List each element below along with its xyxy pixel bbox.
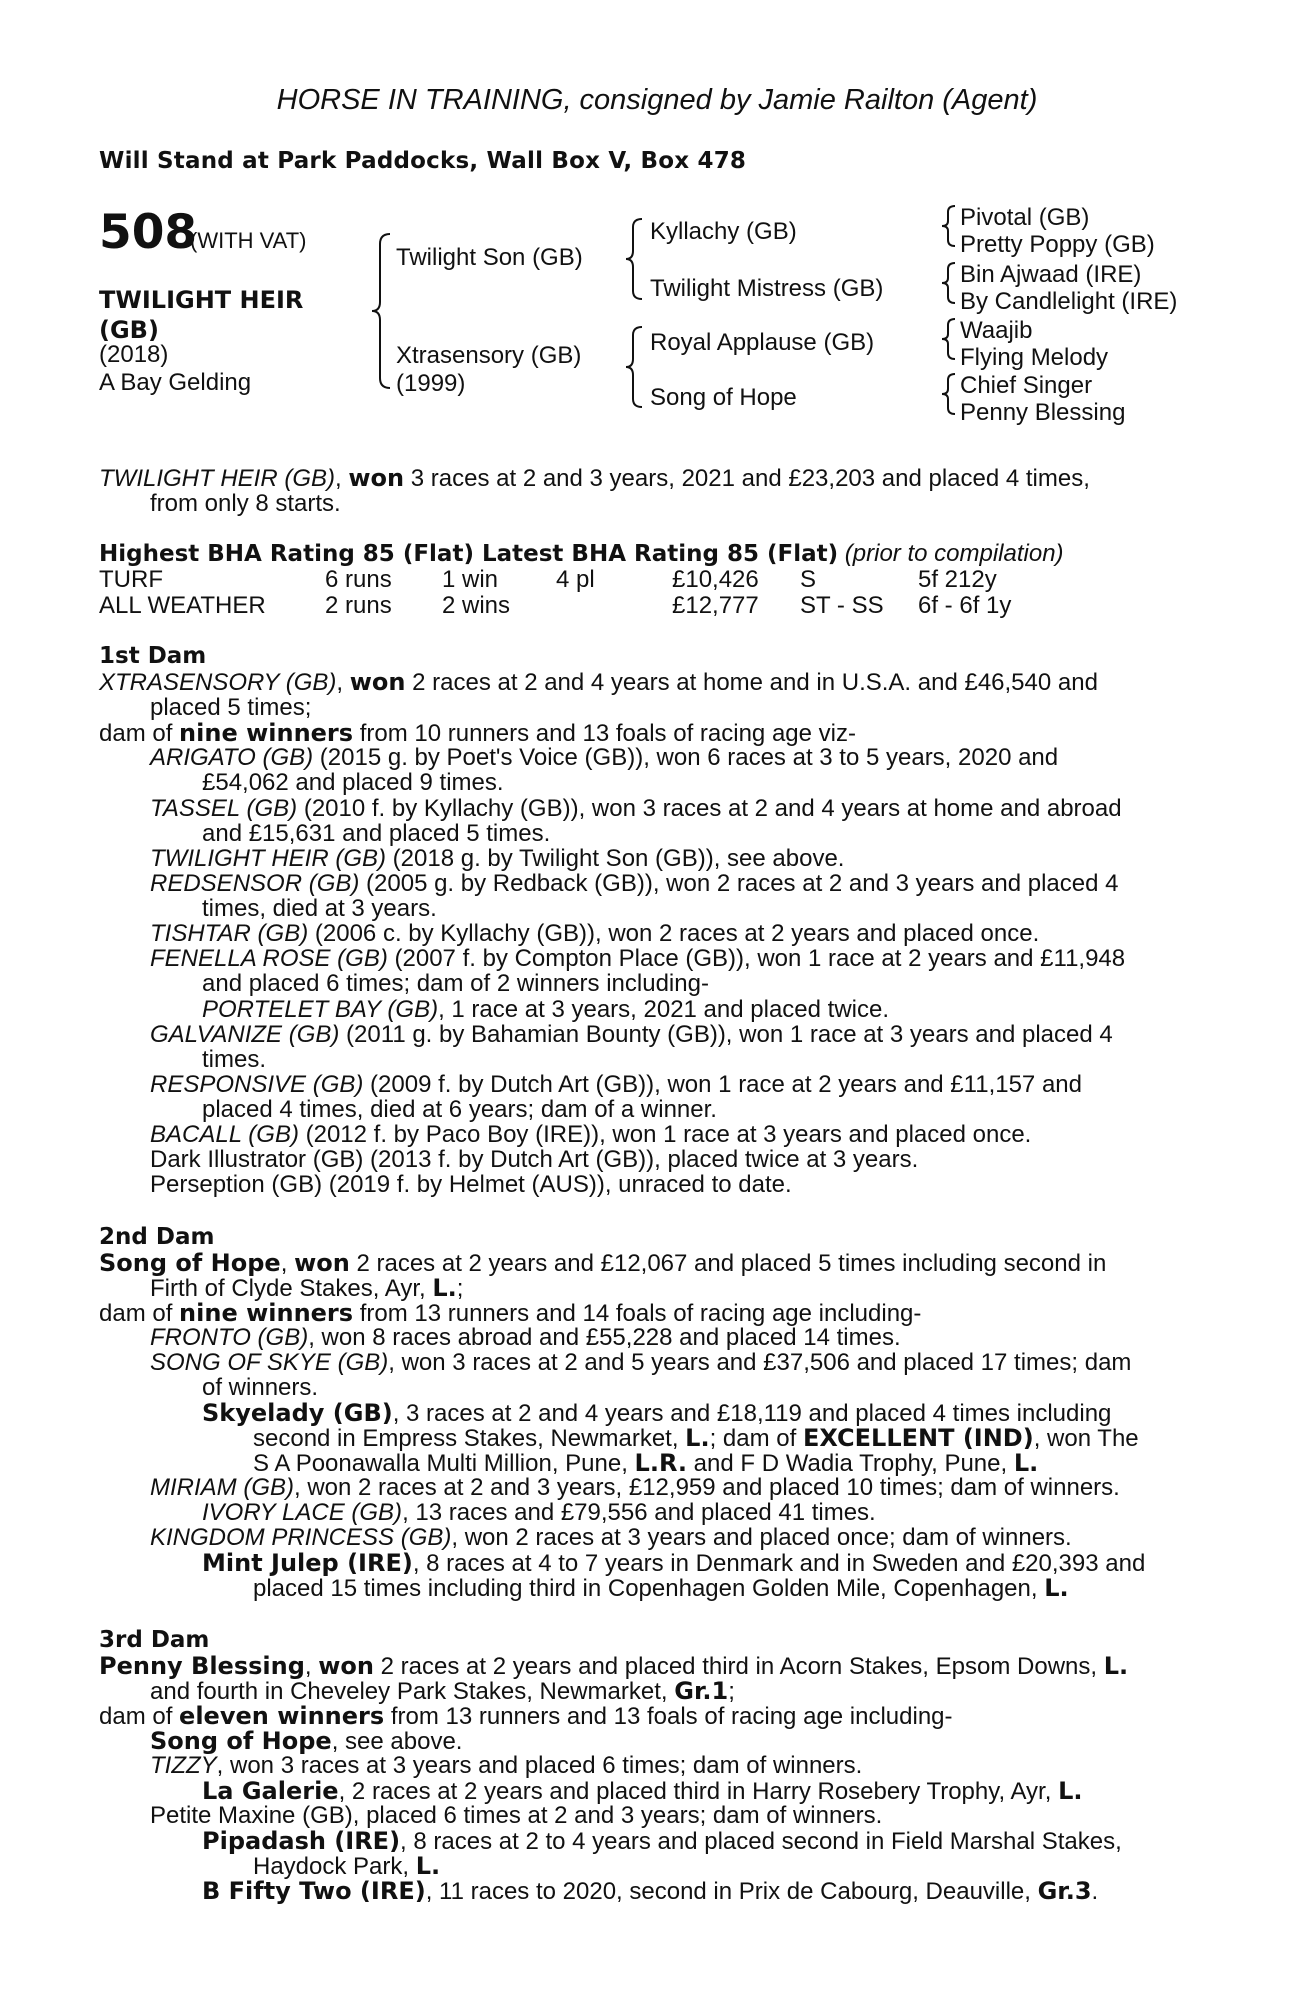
pedigree-g6: Flying Melody: [960, 344, 1109, 371]
produce-name: IVORY LACE (GB): [202, 1499, 403, 1526]
pedigree-dam-sire: Royal Applause (GB): [650, 329, 875, 356]
listed-mark: L.: [685, 1424, 710, 1452]
dam2-line1: Song of Hope, won 2 races at 2 years and £12,067 and placed 5 times including second in: [99, 1249, 1107, 1277]
dam2-kingdom-princess: [150, 1524, 1072, 1552]
dam1-text1: 2 races at 2 and 4 years at home and in U.S.A. and £46,540 and: [405, 669, 1098, 696]
produce-redsensor-line2: times, died at 3 years.: [202, 895, 437, 922]
produce-text: , won 3 races at 3 years and placed 6 times; dam of winners.: [216, 1752, 863, 1779]
rating-row-turf-wins: 1 win: [442, 566, 499, 593]
produce-name: ARIGATO (GB): [150, 744, 314, 771]
produce-text: , 8 races at 4 to 7 years in Denmark and in Sweden and £20,393 and: [412, 1550, 1146, 1577]
produce-name: Pipadash (IRE): [202, 1827, 401, 1855]
produce-text: , 13 races and £79,556 and placed 41 times.: [402, 1499, 876, 1526]
horse-year: (2018): [99, 341, 169, 368]
text-segment: and F D Wadia Trophy, Pune,: [687, 1450, 1014, 1477]
text-segment: , won The: [1033, 1425, 1139, 1452]
produce-fenella-rose: [150, 945, 1125, 973]
produce-twilight-heir: [150, 845, 844, 873]
dam2-text2c: ;: [456, 1275, 464, 1302]
produce-fenella-rose-line2: and placed 6 times; dam of 2 winners including-: [202, 970, 709, 997]
text-segment: ; dam of: [709, 1425, 803, 1452]
produce-text: , see above.: [331, 1728, 463, 1755]
produce-text: , 3 races at 2 and 4 years and £18,119 and placed 4 times including: [392, 1400, 1112, 1427]
produce-redsensor: [150, 870, 1118, 898]
text-segment: .: [1091, 1878, 1099, 1905]
pedigree-g8: Penny Blessing: [960, 399, 1126, 426]
vat-label: (WITH VAT): [190, 228, 307, 253]
produce-galvanize-line2: times.: [202, 1046, 267, 1073]
produce-portelet-bay: [202, 996, 889, 1024]
pedigree-dam-year: (1999): [396, 370, 466, 397]
pedigree-brace-g4: [940, 372, 958, 416]
produce-text: (2019 f. by Helmet (AUS)), unraced to date.: [322, 1171, 792, 1198]
produce-tassel-line2: and £15,631 and placed 5 times.: [202, 820, 551, 847]
dam1-line1: XTRASENSORY (GB), won 2 races at 2 and 4 years at home and in U.S.A. and £46,540 and: [99, 668, 1098, 696]
produce-text: (2006 c. by Kyllachy (GB)), won 2 races at 2 years and placed once.: [308, 920, 1040, 947]
dam2-dam-of-post: from 13 runners and 14 foals of racing age including-: [353, 1300, 922, 1327]
produce-tassel: [150, 795, 1122, 823]
produce-name: Skyelady (GB): [202, 1399, 393, 1427]
produce-name: Dark Illustrator (GB): [150, 1146, 364, 1173]
pedigree-brace-g2: [940, 261, 958, 305]
rating-row-turf-surface: TURF: [99, 566, 163, 593]
produce-text: , won 8 races abroad and £55,228 and placed 14 times.: [308, 1324, 901, 1351]
produce-text: (2013 f. by Dutch Art (GB)), placed twice at 3 years.: [363, 1146, 919, 1173]
rating-row-turf-going: S: [800, 566, 817, 593]
lot-number: 508: [99, 205, 198, 260]
dam2-dam-of-pre: dam of: [99, 1300, 180, 1327]
pedigree-sire: Twilight Son (GB): [396, 244, 583, 271]
produce-name: PORTELET BAY (GB): [202, 996, 439, 1023]
pedigree-g7: Chief Singer: [960, 372, 1093, 399]
pedigree-brace-dam: [624, 325, 646, 409]
dam1-winners-count: nine winners: [179, 719, 354, 747]
dam3-name: Penny Blessing: [99, 1652, 305, 1680]
dam3-won: won: [318, 1652, 374, 1680]
pedigree-g3: Bin Ajwaad (IRE): [960, 261, 1142, 288]
produce-name: FENELLA ROSE (GB): [150, 945, 388, 972]
listed-mark: L.: [1058, 1777, 1083, 1805]
produce-text: , 1 race at 3 years, 2021 and placed twice.: [438, 996, 889, 1023]
rating-row-aw-distance: 6f - 6f 1y: [918, 592, 1012, 619]
rating-row-turf-runs: 6 runs: [325, 566, 392, 593]
dam3-heading: 3rd Dam: [99, 1627, 210, 1653]
summary-line2: from only 8 starts.: [150, 490, 341, 517]
dam2-song-of-skye-line2: of winners.: [202, 1374, 319, 1401]
produce-arigato: [150, 744, 1058, 772]
dam2-ivory-lace: [202, 1499, 876, 1527]
produce-text: , won 2 races at 3 years and placed once; dam of winners.: [451, 1524, 1072, 1551]
dam1-name: XTRASENSORY (GB): [99, 669, 337, 696]
pedigree-brace-sire-dam: [370, 232, 394, 390]
produce-responsive: [150, 1071, 1082, 1099]
horse-name-line1: TWILIGHT HEIR: [99, 286, 304, 314]
pedigree-sire-sire: Kyllachy (GB): [650, 218, 797, 245]
listed-mark: L.: [1103, 1652, 1129, 1680]
pedigree-sire-dam: Twilight Mistress (GB): [650, 275, 884, 302]
dam1-dam-of-post: from 10 runners and 13 foals of racing age viz-: [353, 720, 856, 747]
produce-name: SONG OF SKYE (GB): [150, 1349, 389, 1376]
produce-dark-illustrator: [150, 1146, 918, 1174]
produce-responsive-line2: placed 4 times, died at 6 years; dam of a winner.: [202, 1096, 717, 1123]
dam1-heading: 1st Dam: [99, 643, 207, 669]
dam3-winners-count: eleven winners: [179, 1702, 385, 1730]
produce-name: KINGDOM PRINCESS (GB): [150, 1524, 452, 1551]
dam3-tizzy: [150, 1752, 862, 1780]
dam3-b-fifty-two: [202, 1877, 1098, 1906]
dam2-text2a: Firth of Clyde Stakes, Ayr,: [150, 1275, 433, 1302]
dam3-line1: Penny Blessing, won 2 races at 2 years and placed third in Acorn Stakes, Epsom Downs, L.: [99, 1652, 1129, 1680]
rating-row-aw-surface: ALL WEATHER: [99, 592, 266, 619]
produce-text: , won 2 races at 2 and 3 years, £12,959 and placed 10 times; dam of winners.: [294, 1474, 1120, 1501]
rating-row-aw-runs: 2 runs: [325, 592, 392, 619]
horse-name-line2: (GB): [99, 316, 159, 344]
produce-name: GALVANIZE (GB): [150, 1021, 340, 1048]
dam1-line2: placed 5 times;: [150, 694, 312, 721]
dam2-text1: 2 races at 2 years and £12,067 and placed 5 times including second in: [349, 1250, 1107, 1277]
produce-name: FRONTO (GB): [150, 1324, 309, 1351]
dam2-fronto: [150, 1324, 901, 1352]
produce-perseption: [150, 1171, 792, 1199]
dam2-listed: L.: [432, 1274, 457, 1302]
pedigree-g4: By Candlelight (IRE): [960, 288, 1178, 315]
ratings-heading: [99, 540, 1064, 568]
group3-mark: Gr.3: [1037, 1877, 1092, 1905]
dam3-petite-maxine: Petite Maxine (GB), placed 6 times at 2 and 3 years; dam of winners.: [150, 1802, 883, 1829]
pedigree-brace-sire: [624, 217, 646, 301]
listed-mark: L.: [415, 1852, 441, 1880]
rating-row-turf-distance: 5f 212y: [918, 566, 997, 593]
text-segment: placed 15 times including third in Copenhagen Golden Mile, Copenhagen,: [253, 1575, 1045, 1602]
dam3-dam-of-post: from 13 runners and 13 foals of racing age including-: [384, 1703, 953, 1730]
produce-galvanize: [150, 1021, 1113, 1049]
dam2-winners-count: nine winners: [179, 1299, 354, 1327]
listed-restricted-mark: L.R.: [634, 1449, 687, 1477]
text-segment: ;: [728, 1678, 735, 1705]
produce-arigato-line2: £54,062 and placed 9 times.: [202, 769, 504, 796]
produce-name: Mint Julep (IRE): [202, 1549, 413, 1577]
dam1-dam-of-pre: dam of: [99, 720, 180, 747]
pedigree-dam: Xtrasensory (GB): [396, 342, 582, 369]
rating-row-aw-going: ST - SS: [800, 592, 884, 619]
summary-text1: 3 races at 2 and 3 years, 2021 and £23,203 and placed 4 times,: [404, 465, 1090, 492]
dam2-miriam: [150, 1474, 1120, 1502]
produce-name: TIZZY: [150, 1752, 217, 1779]
horse-name: [99, 286, 303, 344]
rating-row-aw-wins: 2 wins: [442, 592, 511, 619]
produce-text: , won 3 races at 2 and 5 years and £37,506 and placed 17 times; dam: [388, 1349, 1132, 1376]
rating-row-aw-earnings: £12,777: [672, 592, 759, 619]
dam3-dam-of-pre: dam of: [99, 1703, 180, 1730]
produce-text: (2012 f. by Paco Boy (IRE)), won 1 race at 3 years and placed once.: [298, 1121, 1032, 1148]
pedigree-dam-dam: Song of Hope: [650, 384, 797, 411]
pedigree-g1: Pivotal (GB): [960, 204, 1090, 231]
produce-name: Perseption (GB): [150, 1171, 323, 1198]
produce-text: (2018 g. by Twilight Son (GB)), see above.: [386, 845, 845, 872]
dam2-name: Song of Hope: [99, 1249, 281, 1277]
dam3-text1: 2 races at 2 years and placed third in Acorn Stakes, Epsom Downs,: [374, 1653, 1104, 1680]
summary-won: won: [348, 464, 405, 492]
summary-line1: TWILIGHT HEIR (GB), won 3 races at 2 and 3 years, 2021 and £23,203 and placed 4 times,: [99, 464, 1090, 492]
produce-text: , 11 races to 2020, second in Prix de Cabourg, Deauville,: [425, 1878, 1038, 1905]
produce-text: (2009 f. by Dutch Art (GB)), won 1 race at 2 years and £11,157 and: [363, 1071, 1082, 1098]
produce-name: REDSENSOR (GB): [150, 870, 360, 897]
dam2-mint-julep-line2: [253, 1574, 1069, 1603]
produce-name: BACALL (GB): [150, 1121, 299, 1148]
pedigree-brace-g3: [940, 317, 958, 361]
rating-row-turf-placed: 4 pl: [556, 566, 595, 593]
excellent-name: EXCELLENT (IND): [802, 1424, 1034, 1452]
ratings-note: (prior to compilation): [844, 540, 1064, 567]
horse-description: A Bay Gelding: [99, 369, 252, 396]
produce-text: (2010 f. by Kyllachy (GB)), won 3 races at 2 and 4 years at home and abroad: [297, 795, 1122, 822]
produce-name: Song of Hope: [150, 1727, 332, 1755]
produce-name: RESPONSIVE (GB): [150, 1071, 364, 1098]
summary-horse-name: TWILIGHT HEIR (GB): [99, 465, 335, 492]
produce-tishtar: [150, 920, 1039, 948]
produce-name: La Galerie: [202, 1777, 339, 1805]
text-segment: Haydock Park,: [253, 1853, 416, 1880]
dam2-won: won: [294, 1249, 350, 1277]
dam2-song-of-skye: [150, 1349, 1131, 1377]
page-header: HORSE IN TRAINING, consigned by Jamie Railton (Agent): [276, 84, 1038, 116]
ratings-bold: Highest BHA Rating 85 (Flat) Latest BHA Rating 85 (Flat): [99, 541, 839, 567]
dam1-won: won: [349, 668, 406, 696]
produce-name: MIRIAM (GB): [150, 1474, 294, 1501]
produce-text: (2011 g. by Bahamian Bounty (GB)), won 1 race at 3 years and placed 4: [339, 1021, 1113, 1048]
produce-name: TWILIGHT HEIR (GB): [150, 845, 386, 872]
produce-bacall: [150, 1121, 1031, 1149]
listed-mark: L.: [1013, 1449, 1039, 1477]
stand-location: Will Stand at Park Paddocks, Wall Box V, Box 478: [99, 148, 747, 174]
group1-mark: Gr.1: [674, 1677, 729, 1705]
text-segment: and fourth in Cheveley Park Stakes, Newmarket,: [150, 1678, 675, 1705]
produce-text: (2005 g. by Redback (GB)), won 2 races at 2 and 3 years and placed 4: [359, 870, 1119, 897]
produce-text: , 8 races at 2 to 4 years and placed second in Field Marshal Stakes,: [400, 1828, 1122, 1855]
pedigree-brace-g1: [940, 204, 958, 248]
produce-text: (2007 f. by Compton Place (GB)), won 1 race at 2 years and £11,948: [387, 945, 1126, 972]
text-segment: S A Poonawalla Multi Million, Pune,: [253, 1450, 635, 1477]
listed-mark: L.: [1044, 1574, 1069, 1602]
dam2-heading: 2nd Dam: [99, 1224, 215, 1250]
pedigree-g2: Pretty Poppy (GB): [960, 231, 1155, 258]
rating-row-turf-earnings: £10,426: [672, 566, 759, 593]
produce-name: TASSEL (GB): [150, 795, 298, 822]
produce-name: TISHTAR (GB): [150, 920, 309, 947]
produce-name: B Fifty Two (IRE): [202, 1877, 426, 1905]
produce-text: , 2 races at 2 years and placed third in Harry Rosebery Trophy, Ayr,: [338, 1778, 1059, 1805]
produce-text: (2015 g. by Poet's Voice (GB)), won 6 races at 3 to 5 years, 2020 and: [313, 744, 1059, 771]
pedigree-g5: Waajib: [960, 317, 1033, 344]
text-segment: second in Empress Stakes, Newmarket,: [253, 1425, 686, 1452]
